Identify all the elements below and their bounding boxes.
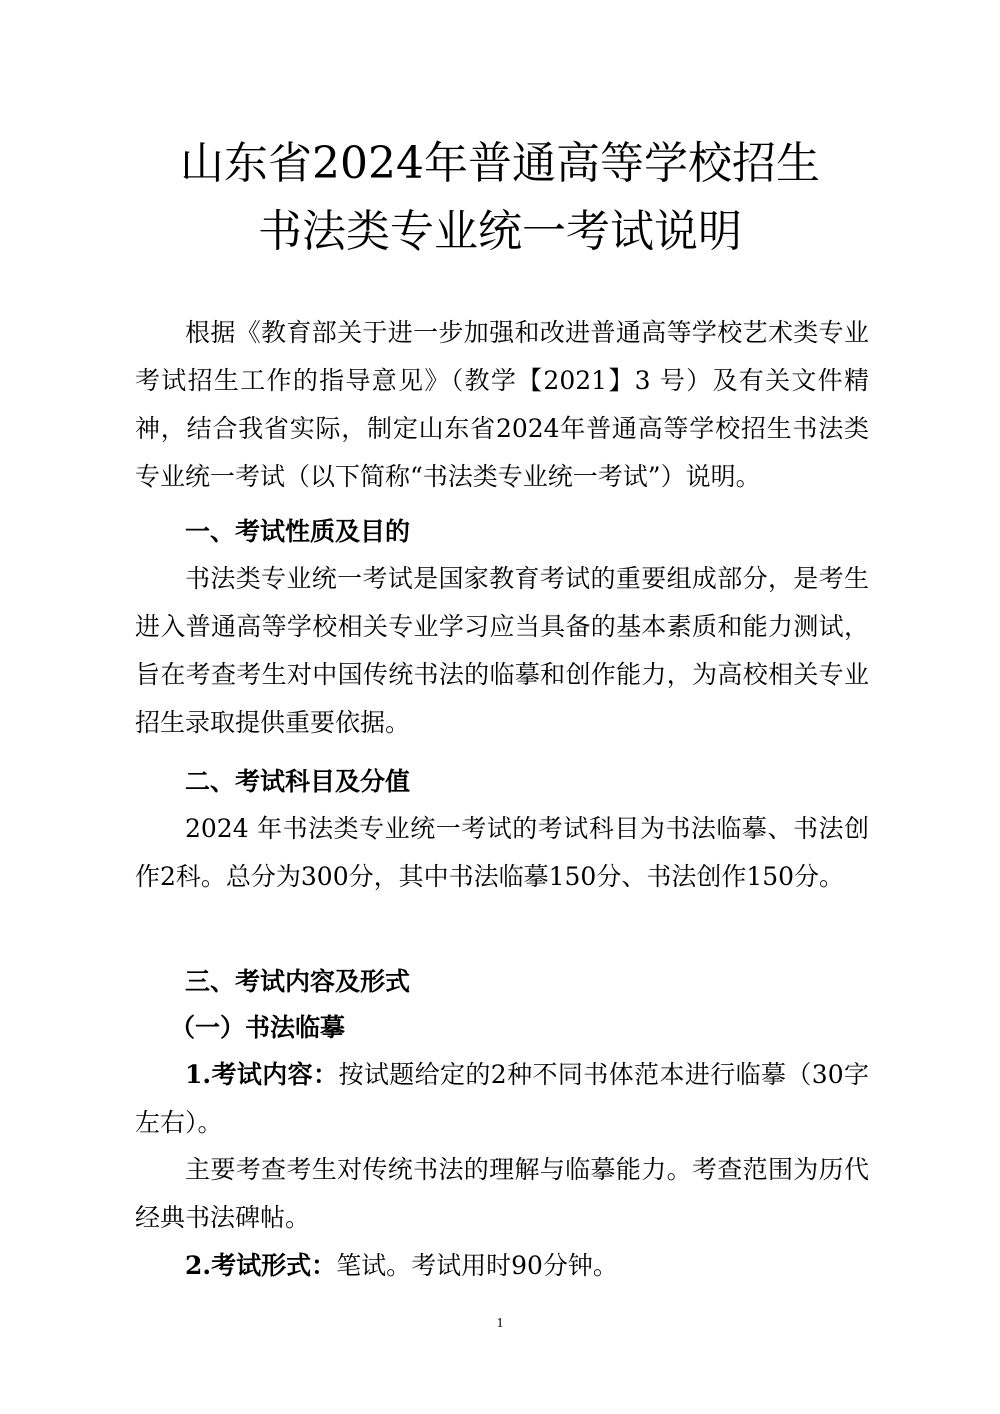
item1-note: 主要考查考生对传统书法的理解与临摹能力。考查范围为历代经典书法碑帖。 <box>135 1155 869 1232</box>
section1-heading: 一、考试性质及目的 <box>185 517 411 546</box>
section3-heading: 三、考试内容及形式 <box>185 967 411 996</box>
section2-heading: 二、考试科目及分值 <box>185 767 411 796</box>
item1-label: 1.考试内容： <box>185 1060 339 1089</box>
item1-text: 按试题给定的2种不同书体范本进行临摹（30字左右）。 <box>135 1060 869 1137</box>
item2-text: 笔试。考试用时90分钟。 <box>336 1251 618 1280</box>
item2-label: 2.考试形式： <box>185 1251 337 1280</box>
document-title-line2: 书法类专业统一考试说明 <box>258 206 742 257</box>
section3-subheading-calligraphy-copying: （一）书法临摹 <box>170 1013 346 1042</box>
page-number: 1 <box>496 1316 504 1331</box>
item2-paragraph <box>135 1242 869 1290</box>
item1-paragraph <box>135 1051 869 1147</box>
section1-body: 书法类专业统一考试是国家教育考试的重要组成部分，是考生进入普通高等学校相关专业学习应当具备的基本素质和能力测试，旨在考查考生对中国传统书法的临摹和创作能力，为高校相关专业招生录取提供重要依据。 <box>135 564 869 737</box>
section2-body: 2024 年书法类专业统一考试的考试科目为书法临摹、书法创作2科。总分为300分，其中书法临摹150分、书法创作150分。 <box>135 814 869 891</box>
intro-paragraph: 根据《教育部关于进一步加强和改进普通高等学校艺术类专业考试招生工作的指导意见》（教学【2021】3 号）及有关文件精神，结合我省实际，制定山东省2024年普通高等学校招生书法类专业统一考试（以下简称“书法类专业统一考试”）说明。 <box>135 318 869 491</box>
document-title-line1: 山东省2024年普通高等学校招生 <box>180 138 820 189</box>
